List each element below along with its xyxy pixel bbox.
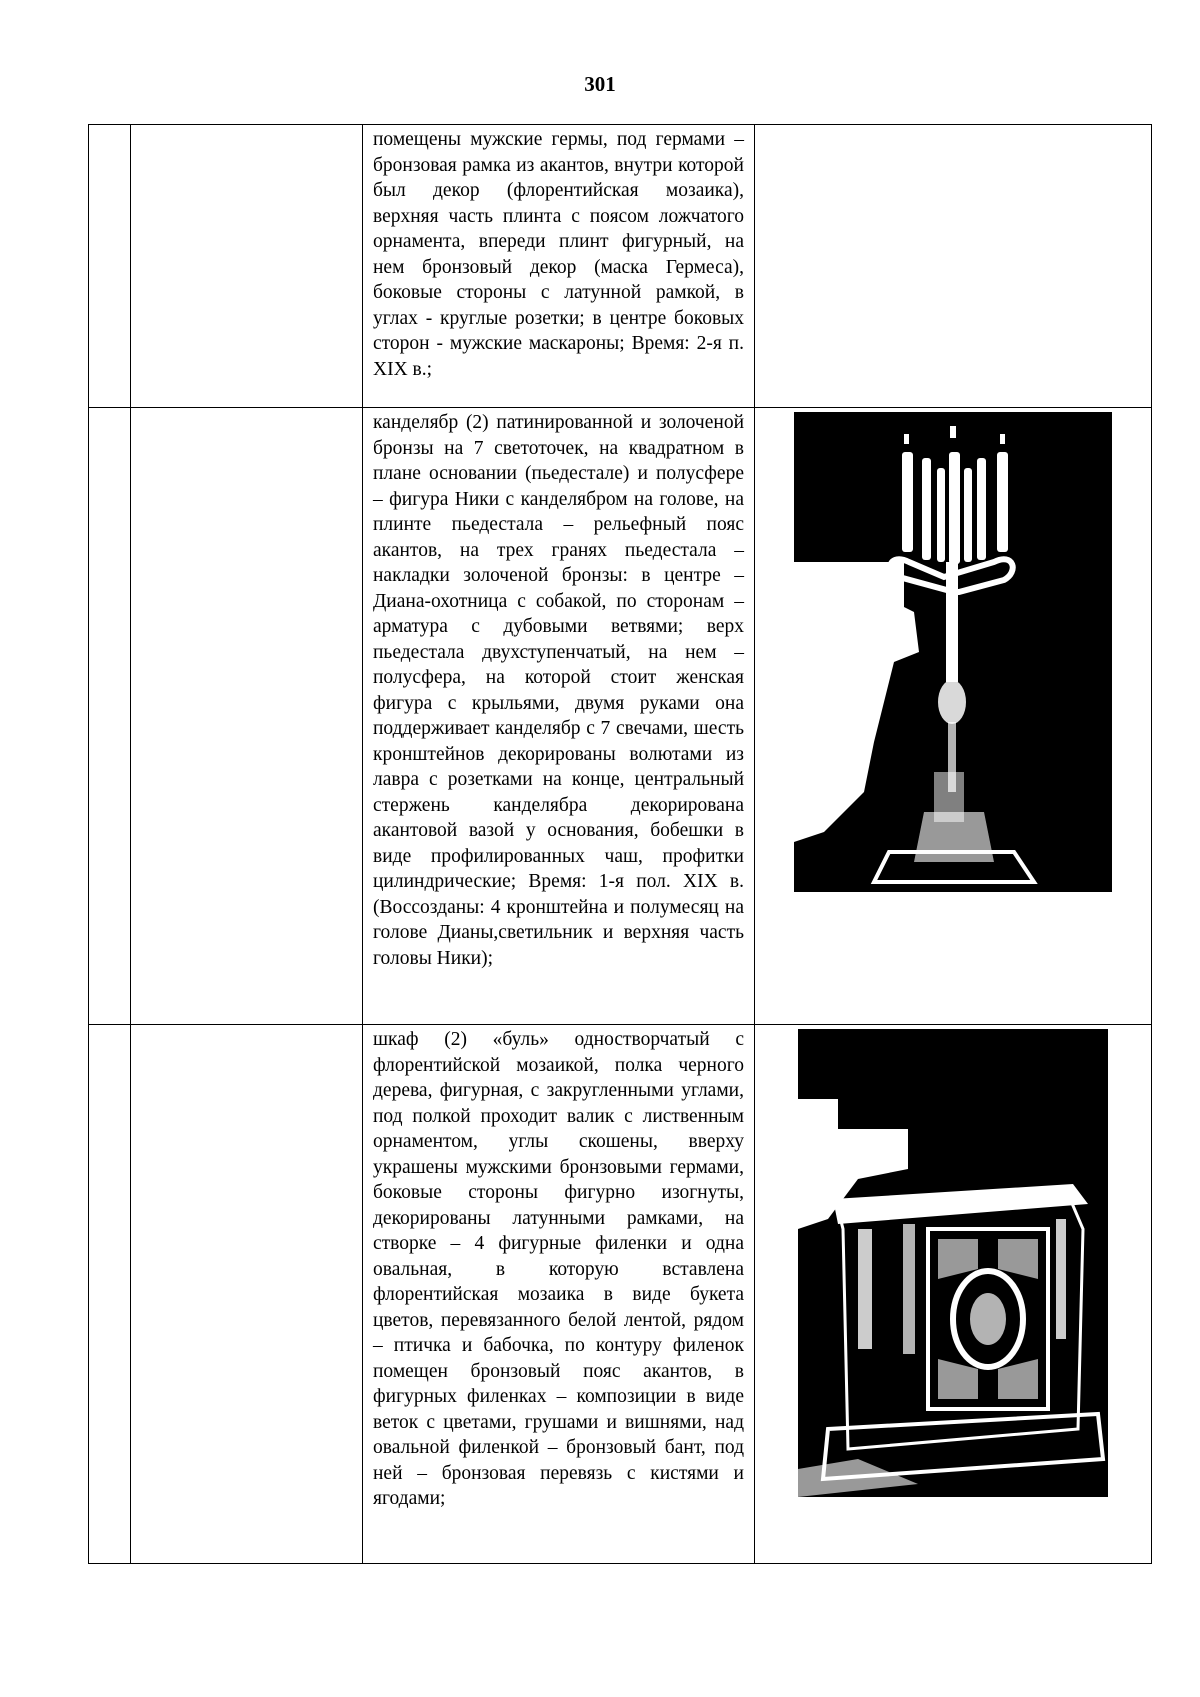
candelabrum-photo (794, 412, 1112, 892)
photo-cell (755, 125, 1152, 408)
object-registry-table (88, 124, 1152, 1564)
row-number-cell (89, 1025, 131, 1564)
page-number: 301 (584, 72, 616, 96)
description-cell (363, 408, 755, 1025)
object-name-cell (131, 408, 363, 1025)
row-number-cell (89, 408, 131, 1025)
table-row (89, 125, 1152, 408)
object-description: шкаф (2) «буль» одностворчатый с флорентийской мозаикой, полка черного дерева, фигурная, с закругленными углами, под полкой проходит валик с лиственным орнаментом, углы скошены, вверху украшены мужскими бронзовыми гермами, боковые стороны фигурно изогнуты, декорированы латунными рамками, на створке – 4 фигурные филенки и одна овальная, в которую вставлена флорентийская мозаика в виде букета цветов, перевязанного белой лентой, рядом – птичка и бабочка, по контуру филенок помещен бронзовый пояс акантов, в фигурных филенках – композиции в виде веток с цветами, грушами и вишнями, над овальной филенкой – бронзовый бант, под ней – бронзовая перевязь с кистями и ягодами; (373, 1029, 744, 1509)
description-cell (363, 1025, 755, 1564)
photo-cell (755, 408, 1152, 1025)
row-number-cell (89, 125, 131, 408)
object-name-cell (131, 125, 363, 408)
description-cell (363, 125, 755, 408)
table-row (89, 408, 1152, 1025)
object-description: помещены мужские гермы, под гермами – бронзовая рамка из акантов, внутри которой был декор (флорентийская мозаика), верхняя часть плинта с поясом ложчатого орнамента, впереди плинт фигурный, на нем бронзовый декор (маска Гермеса), боковые стороны с латунной рамкой, в углах - круглые розетки; в центре боковых сторон - мужские маскароны; Время: 2-я п. XIX в.; (373, 129, 744, 380)
object-name-cell (131, 1025, 363, 1564)
table-row (89, 1025, 1152, 1564)
photo-cell (755, 1025, 1152, 1564)
boulle-cabinet-photo (798, 1029, 1108, 1497)
object-description: канделябр (2) патинированной и золоченой бронзы на 7 светоточек, на квадратном в плане основании (пьедестале) и полусфере – фигура Ники с канделябром на голове, на плинте пьедестала – рельефный пояс акантов, на трех гранях пьедестала – накладки золоченой бронзы: в центре – Диана-охотница с собакой, по сторонам – арматура с дубовыми ветвями; верх пьедестала двухступенчатый, на нем – полусфера, на которой стоит женская фигура с крыльями, двумя руками она поддерживает канделябр с 7 свечами, шесть кронштейнов декорированы волютами из лавра с розетками на конце, центральный стержень канделябра декорирована акантовой вазой у основания, бобешки в виде профилированных чаш, профитки цилиндрические; Время: 1-я пол. XIX в. (Воссозданы: 4 кронштейна и полумесяц на голове Дианы,светильник и верхняя часть головы Ники); (373, 412, 744, 969)
